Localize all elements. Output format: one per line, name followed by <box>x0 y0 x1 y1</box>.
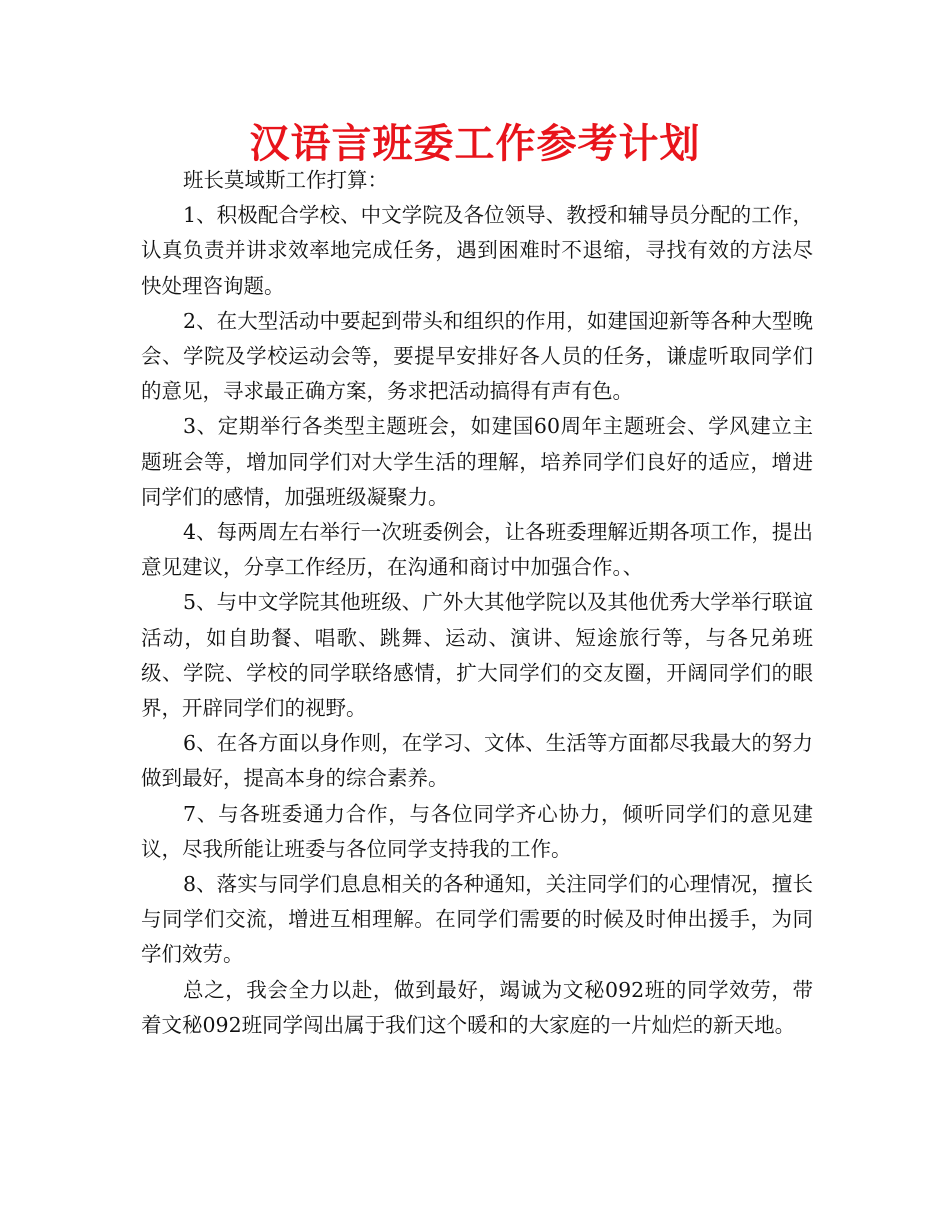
paragraph-item-3: 3、定期举行各类型主题班会，如建国60周年主题班会、学风建立主题班会等，增加同学们对大学生活的理解，培养同学们良好的适应，增进同学们的感情，加强班级凝聚力。 <box>141 414 813 509</box>
document-body <box>141 163 813 1043</box>
document-title: 汉语言班委工作参考计划 <box>249 120 701 167</box>
paragraph-conclusion: 总之，我会全力以赴，做到最好，竭诚为文秘092班的同学效劳，带着文秘092班同学闯出属于我们这个暖和的大家庭的一片灿烂的新天地。 <box>141 977 813 1037</box>
paragraph-item-4: 4、每两周左右举行一次班委例会，让各班委理解近期各项工作，提出意见建议，分享工作经历，在沟通和商讨中加强合作。、 <box>141 520 813 580</box>
paragraph-item-1: 1、积极配合学校、中文学院及各位领导、教授和辅导员分配的工作，认真负责并讲求效率地完成任务，遇到困难时不退缩，寻找有效的方法尽快处理咨询题。 <box>141 203 813 298</box>
paragraph-item-8: 8、落实与同学们息息相关的各种通知，关注同学们的心理情况，擅长与同学们交流，增进互相理解。在同学们需要的时候及时伸出援手，为同学们效劳。 <box>141 872 813 967</box>
paragraph-item-7: 7、与各班委通力合作，与各位同学齐心协力，倾听同学们的意见建议，尽我所能让班委与各位同学支持我的工作。 <box>141 801 813 861</box>
paragraph-item-6: 6、在各方面以身作则，在学习、文体、生活等方面都尽我最大的努力做到最好，提高本身的综合素养。 <box>141 731 813 791</box>
paragraph-item-2: 2、在大型活动中要起到带头和组织的作用，如建国迎新等各种大型晚会、学院及学校运动会等，要提早安排好各人员的任务，谦虚听取同学们的意见，寻求最正确方案，务求把活动搞得有声有色。 <box>141 308 813 404</box>
paragraph-intro: 班长莫域斯工作打算： <box>183 168 388 192</box>
paragraph-item-5: 5、与中文学院其他班级、广外大其他学院以及其他优秀大学举行联谊活动，如自助餐、唱歌、跳舞、运动、演讲、短途旅行等，与各兄弟班级、学院、学校的同学联络感情，扩大同学们的交友圈，开阔同学们的眼界，开辟同学们的视野。 <box>141 590 813 721</box>
